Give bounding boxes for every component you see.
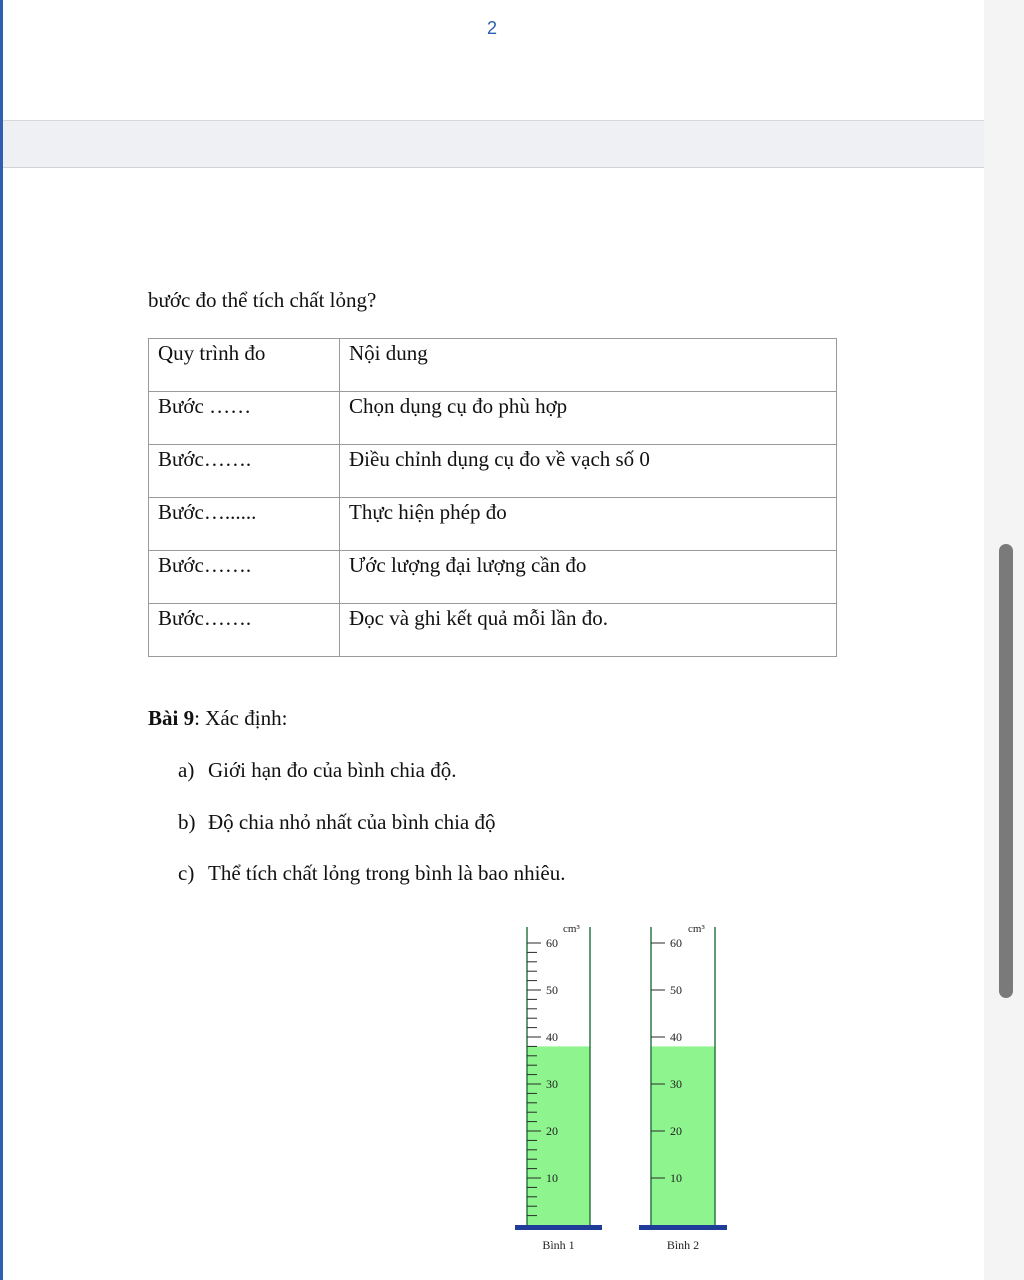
graduated-cylinder [639, 923, 727, 1252]
scale-label: 20 [546, 1124, 558, 1138]
liquid-fill [651, 1046, 715, 1225]
exercise-title-number: Bài 9 [148, 706, 195, 730]
cylinder-label: Bình 2 [666, 1238, 700, 1252]
table-cell: Bước…...... [149, 498, 340, 551]
list-item-text: Giới hạn đo của bình chia độ. [208, 758, 457, 782]
window-left-border [0, 0, 3, 1280]
table-cell: Thực hiện phép đo [340, 498, 837, 551]
intro-line: bước đo thể tích chất lỏng? [148, 288, 377, 312]
exercise-title [148, 706, 287, 731]
list-item [178, 861, 566, 886]
scale-label: 10 [670, 1171, 682, 1185]
table-cell: Bước……. [149, 551, 340, 604]
table-header-row [149, 339, 837, 392]
measurement-steps-table [148, 338, 837, 657]
table-cell: Ước lượng đại lượng cần đo [340, 551, 837, 604]
scale-label: 50 [670, 983, 682, 997]
scale-label: 20 [670, 1124, 682, 1138]
graduated-cylinder [515, 923, 602, 1252]
cylinder-label: Bình 1 [542, 1238, 575, 1252]
table-cell: Bước …… [149, 392, 340, 445]
cylinder-base [639, 1225, 727, 1230]
table-cell: Đọc và ghi kết quả mỗi lần đo. [340, 604, 837, 657]
table-cell: Bước……. [149, 604, 340, 657]
table-row [149, 551, 837, 604]
list-item-text: Thể tích chất lỏng trong bình là bao nhiêu. [208, 861, 566, 885]
table-row [149, 392, 837, 445]
table-cell: Điều chỉnh dụng cụ đo về vạch số 0 [340, 445, 837, 498]
exercise-title-text: : Xác định: [194, 706, 288, 730]
list-item-marker: c) [178, 861, 195, 885]
scrollbar-thumb[interactable] [999, 544, 1013, 998]
table-row [149, 604, 837, 657]
page-separator [3, 120, 984, 168]
table-row [149, 445, 837, 498]
scale-label: 60 [546, 936, 558, 950]
scale-label: 60 [670, 936, 682, 950]
list-item [178, 810, 496, 835]
page-number: 2 [486, 18, 497, 38]
scale-label: 50 [546, 983, 558, 997]
scale-label: 30 [546, 1077, 558, 1091]
unit-label: cm³ [563, 923, 580, 935]
list-item-marker: b) [178, 810, 196, 834]
table-row [149, 498, 837, 551]
scale-label: 40 [670, 1030, 682, 1044]
table-cell: Bước……. [149, 445, 340, 498]
list-item-marker: a) [178, 758, 195, 782]
scale-label: 40 [546, 1030, 558, 1044]
list-item [178, 758, 456, 783]
liquid-fill [527, 1046, 590, 1225]
scrollbar-track[interactable] [984, 0, 1024, 1280]
table-cell: Chọn dụng cụ đo phù hợp [340, 392, 837, 445]
table-header-cell: Quy trình đo [149, 339, 340, 392]
unit-label: cm³ [688, 923, 705, 935]
table-header-cell: Nội dung [340, 339, 837, 392]
list-item-text: Độ chia nhỏ nhất của bình chia độ [208, 810, 496, 834]
graduated-cylinders-figure [500, 915, 740, 1260]
scale-label: 10 [546, 1171, 558, 1185]
scale-label: 30 [670, 1077, 682, 1091]
cylinder-base [515, 1225, 602, 1230]
